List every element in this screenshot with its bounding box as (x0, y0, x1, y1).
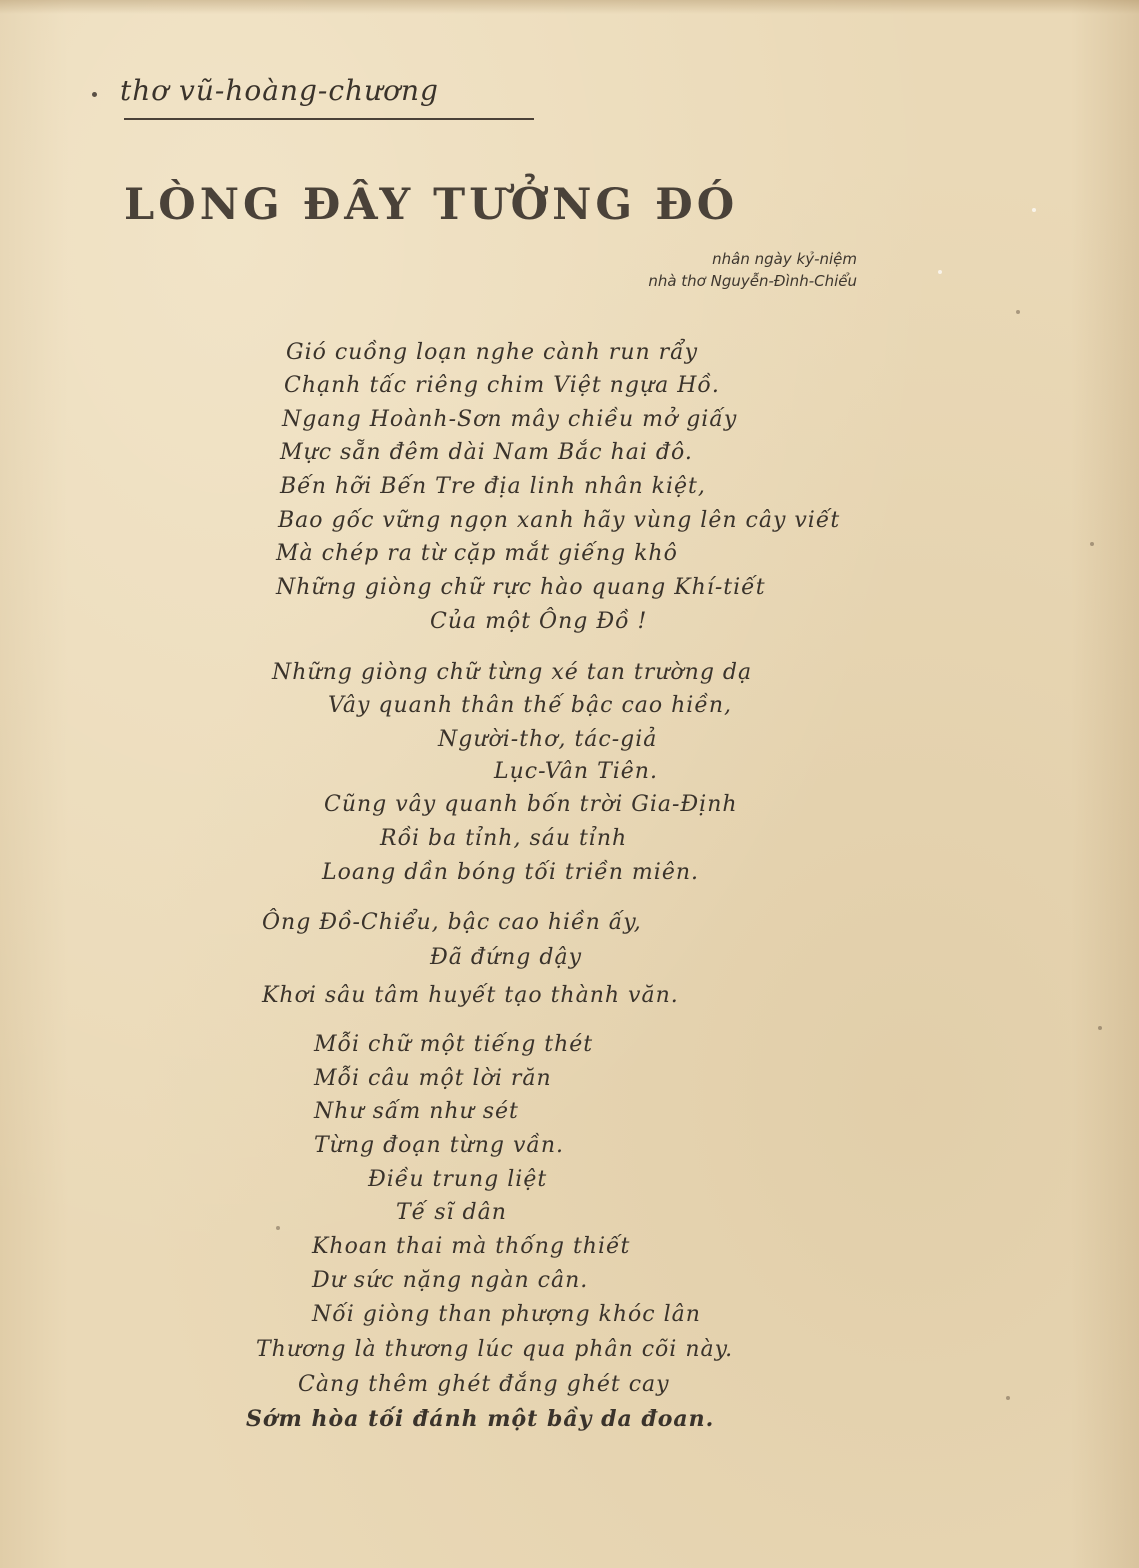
verse-line: Bao gốc vững ngọn xanh hãy vùng lên cây viết (278, 508, 841, 533)
paper-speck (1032, 208, 1036, 212)
verse-line: Lục-Vân Tiên. (494, 759, 658, 784)
verse-line: Rồi ba tỉnh, sáu tỉnh (380, 826, 628, 851)
paper-speck (1090, 542, 1094, 546)
poem-title: LÒNG ĐÂY TƯỞNG ĐÓ (124, 180, 739, 230)
header-underline (124, 118, 534, 120)
verse-line: Người-thơ, tác-giả (438, 727, 658, 752)
verse-line: Khoan thai mà thống thiết (312, 1234, 631, 1259)
paper-speck (1016, 310, 1020, 314)
verse-line: Đã đứng dậy (430, 945, 582, 970)
paper-speck (1098, 1026, 1102, 1030)
verse-line: Mà chép ra từ cặp mắt giếng khô (276, 541, 678, 566)
verse-line: Tế sĩ dân (396, 1200, 507, 1225)
verse-line: Cũng vây quanh bốn trời Gia-Định (324, 792, 738, 817)
verse-line: Mỗi chữ một tiếng thét (314, 1032, 594, 1057)
page-shadow (0, 0, 1139, 14)
dedication-line: nhân ngày kỷ-niệm (712, 250, 857, 268)
dedication-line: nhà thơ Nguyễn-Đình-Chiểu (648, 272, 857, 290)
verse-line: Như sấm như sét (314, 1099, 519, 1124)
verse-line: Vây quanh thân thế bậc cao hiền, (328, 693, 733, 718)
author-header: thơ vũ-hoàng-chương (120, 74, 439, 107)
verse-line: Của một Ông Đồ ! (430, 609, 648, 634)
dedication (648, 248, 857, 292)
verse-line: Chạnh tấc riêng chim Việt ngựa Hồ. (284, 373, 720, 398)
verse-line: Gió cuồng loạn nghe cành run rẩy (286, 340, 699, 365)
verse-line: Loang dần bóng tối triền miên. (322, 860, 700, 885)
paper-speck (1006, 1396, 1010, 1400)
verse-line: Bến hỡi Bến Tre địa linh nhân kiệt, (280, 474, 706, 499)
verse-line: Điều trung liệt (368, 1167, 548, 1192)
verse-line: Những giòng chữ rực hào quang Khí-tiết (276, 575, 766, 600)
verse-line: Từng đoạn từng vần. (314, 1133, 565, 1158)
verse-line: Mỗi câu một lời răn (314, 1066, 552, 1091)
verse-line: Càng thêm ghét đắng ghét cay (298, 1372, 670, 1397)
paper-speck (938, 270, 942, 274)
header-bullet (92, 92, 97, 97)
verse-line: Dư sức nặng ngàn cân. (312, 1268, 589, 1293)
verse-line: Ông Đồ-Chiểu, bậc cao hiền ấy, (262, 910, 642, 935)
verse-line: Khơi sâu tâm huyết tạo thành văn. (262, 983, 679, 1008)
verse-line: Sớm hòa tối đánh một bầy da đoan. (246, 1406, 715, 1432)
verse-line: Ngang Hoành-Sơn mây chiều mở giấy (282, 407, 738, 432)
verse-line: Những giòng chữ từng xé tan trường dạ (272, 660, 753, 685)
paper-speck (276, 1226, 280, 1230)
verse-line: Nối giòng than phượng khóc lân (312, 1302, 701, 1327)
verse-line: Mực sẵn đêm dài Nam Bắc hai đô. (280, 440, 693, 465)
verse-line: Thương là thương lúc qua phân cõi này. (256, 1337, 734, 1362)
